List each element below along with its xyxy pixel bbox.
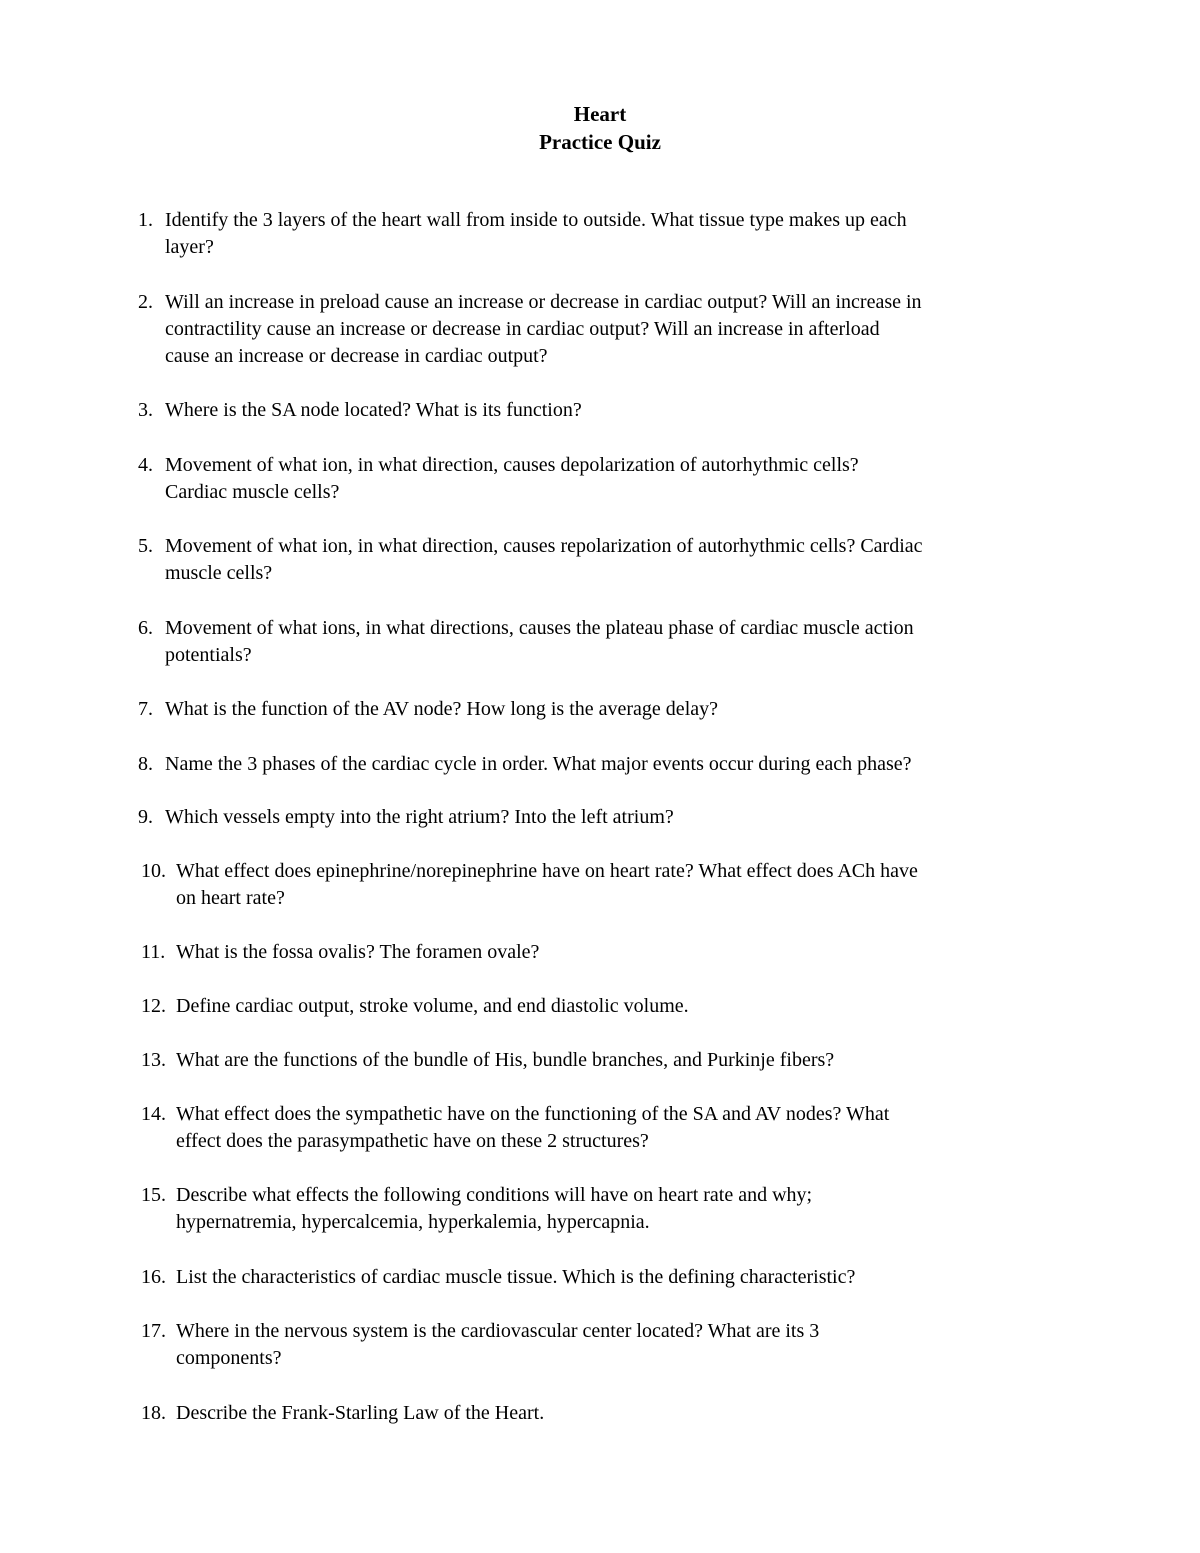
question-number: 15. xyxy=(141,1184,166,1206)
question-text: List the characteristics of cardiac muscle tissue. Which is the defining characteristic? xyxy=(176,1266,856,1288)
question-text: What effect does epinephrine/norepinephrine have on heart rate? What effect does ACh have on heart rate? xyxy=(176,860,918,909)
question-text: Which vessels empty into the right atrium? Into the left atrium? xyxy=(165,806,674,828)
question-number: 10. xyxy=(141,860,166,882)
question-text: Movement of what ion, in what direction, causes repolarization of autorhythmic cells? Cardiac muscle cells? xyxy=(165,535,923,584)
question-number: 6. xyxy=(138,617,153,639)
question-text: What are the functions of the bundle of His, bundle branches, and Purkinje fibers? xyxy=(176,1049,835,1071)
question-text: Name the 3 phases of the cardiac cycle in order. What major events occur during each phase? xyxy=(165,753,912,775)
page-title: Heart xyxy=(573,102,627,126)
question-text: Movement of what ion, in what direction, causes depolarization of autorhythmic cells? Cardiac muscle cells? xyxy=(165,454,859,503)
question-number: 4. xyxy=(138,454,153,476)
question-number: 14. xyxy=(141,1103,166,1125)
question-text: Where is the SA node located? What is its function? xyxy=(165,399,582,421)
question-text: What is the fossa ovalis? The foramen ovale? xyxy=(176,941,540,963)
question-text: Where in the nervous system is the cardiovascular center located? What are its 3 components? xyxy=(176,1320,820,1369)
question-text: Movement of what ions, in what directions, causes the plateau phase of cardiac muscle action potentials? xyxy=(165,617,914,666)
question-number: 1. xyxy=(138,209,153,231)
question-number: 18. xyxy=(141,1402,166,1424)
question-number: 12. xyxy=(141,995,166,1017)
question-text: What effect does the sympathetic have on the functioning of the SA and AV nodes? What effect does the parasympathetic have on these 2 structures? xyxy=(176,1103,890,1152)
question-number: 7. xyxy=(138,698,153,720)
question-number: 9. xyxy=(138,806,153,828)
question-text: Describe what effects the following conditions will have on heart rate and why; hypernatremia, hypercalcemia, hyperkalemia, hypercapnia. xyxy=(176,1184,813,1233)
page-header xyxy=(0,100,1200,156)
question-number: 5. xyxy=(138,535,153,557)
question-number: 2. xyxy=(138,291,153,313)
question-number: 8. xyxy=(138,753,153,775)
question-text: What is the function of the AV node? How long is the average delay? xyxy=(165,698,718,720)
question-number: 17. xyxy=(141,1320,166,1342)
question-text: Define cardiac output, stroke volume, and end diastolic volume. xyxy=(176,995,689,1017)
question-text: Will an increase in preload cause an increase or decrease in cardiac output? Will an increase in contractility cause an increase or decrease in cardiac output? Will an increase in afterload cause an increase or decrease in cardiac output? xyxy=(165,291,922,367)
question-number: 16. xyxy=(141,1266,166,1288)
page-subtitle: Practice Quiz xyxy=(539,130,661,154)
question-number: 11. xyxy=(141,941,166,963)
question-number: 3. xyxy=(138,399,153,421)
question-text: Describe the Frank-Starling Law of the Heart. xyxy=(176,1402,545,1424)
question-text: Identify the 3 layers of the heart wall from inside to outside. What tissue type makes up each layer? xyxy=(165,209,907,258)
question-number: 13. xyxy=(141,1049,166,1071)
